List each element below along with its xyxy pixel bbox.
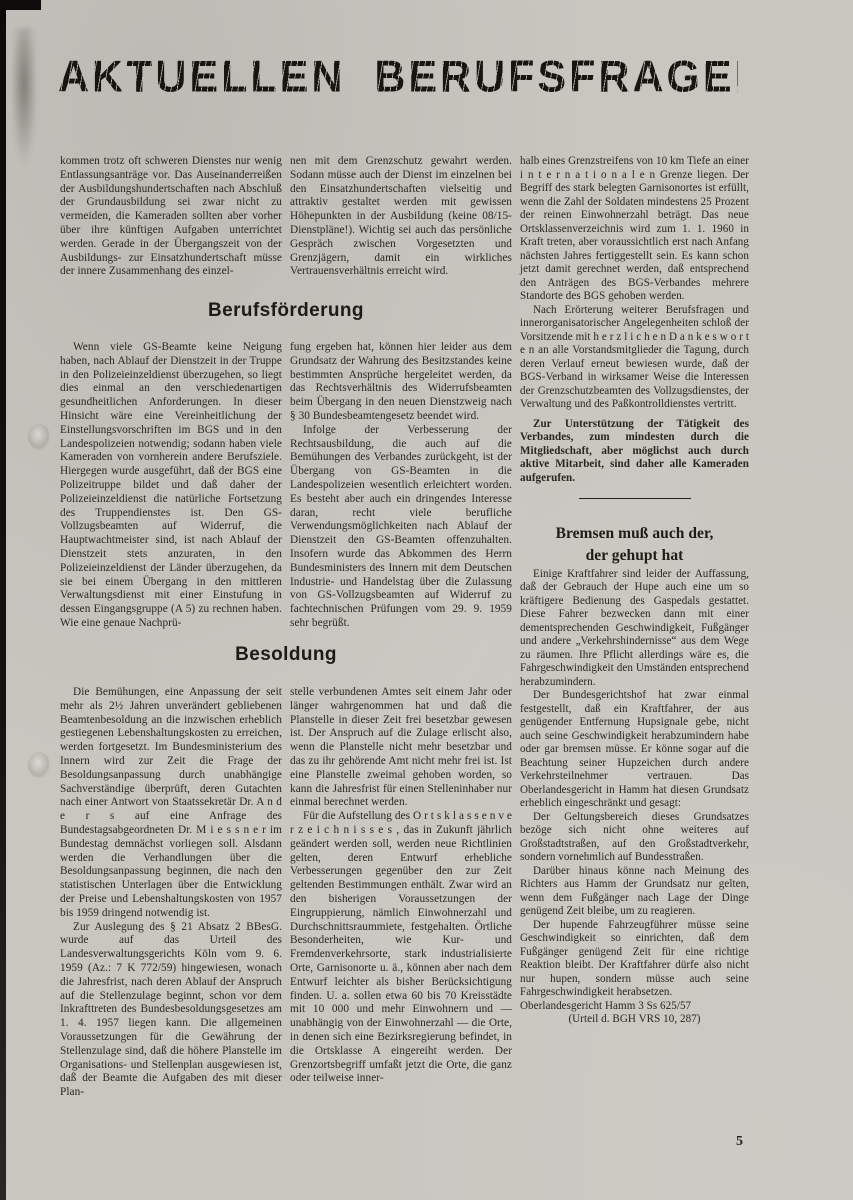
paragraph: nen mit dem Grenzschutz gewahrt werden. Sodann müsse auch der Dienst im einzelnen bei den Einsatzhundertschaften vielseitig und attraktiv gestaltet werden mit gewissen Höhepunkten in der Ausbildung (keine 08/15-Dienstpläne!). Wichtig sei auch das persönliche Gespräch zwischen Vorgesetzten und Grenzjägern, damit ein wirkliches Vertrauensverhältnis erreicht wird. — [290, 155, 512, 278]
paragraph: Wenn viele GS-Beamte keine Neigung haben, nach Ablauf der Dienstzeit in der Truppe in den Polizeieinzeldienst überzugehen, so liegt dies einmal an den verschiedenartigen gesundheitlichen Anforderungen. In dieser Hinsicht wäre eine Vereinheitlichung der Einstellungsvorschriften im BGS und in den Landespolizeien notwendig; sodann haben viele Kameraden von vornherein andere Berufsziele. Hiergegen wurde ausgeführt, daß der BGS eine Polizeitruppe bildet und daß daher der Polizeieinzeldienst die natürliche Fortsetzung des Truppendienstes ist. Den GS-Vollzugsbeamten auf Widerruf, die Hauptwachtmeister sind, ist nach Ablauf der Dienstzeit stets anzuraten, in den Polizeieinzeldienst der Länder überzugehen, da sie bei einem Übergang in den mittleren Verwaltungsdienst mit einer Einstufung in dessen Eingangsgruppe (A 5) zu rechnen haben. Wie eine genaue Nachprü- — [60, 341, 282, 629]
paragraph: Einige Kraftfahrer sind leider der Auffassung, daß der Gebrauch der Hupe auch eine um so kräftigere Bedienung des Gaspedals gestattet. Diese Fahrer bezwecken dann mit einer dementsprechenden Geschwindigkeit, Fußgänger und andere „Verkehrshindernisse“ aus dem Wege zu räumen. Ihre Pflicht allerdings wäre es, die Fahrgeschwindigkeit den Umständen entsprechend herabzumindern. — [520, 567, 749, 688]
paragraph: Für die Aufstellung des O r t s k l a s s e n v e r z e i c h n i s s e s , das in Zukunft jährlich geändert werden soll, werden neue Richtlinien gelten, deren Entwurf erhebliche Verbesserungen gegenüber den zur Zeit geltenden Bestimmungen enthält. Zwar wird an den bisherigen Voraussetzungen der Eingruppierung, nämlich Einwohnerzahl und Durchschnittsraummiete, festgehalten. Örtliche Besonderheiten, wie Kur- und Fremdenverkehrsorte, stark industrialisierte Orte, Garnisonorte u. ä., können aber nach dem Entwurf leichter als bisher Berücksichtigung finden. U. a. sollen etwa 60 bis 70 Kreisstädte mit 10 000 und mehr Einwohnern und — unabhängig von der Einwohnerzahl — die Orte, in denen sich eine Bezirksregierung befindet, in die Ortsklasse A eingereiht werden. Der Grenzortsbegriff umfaßt jetzt die Orte, die ganz oder teilweise inner- — [290, 810, 512, 1085]
column2-besoldung-block — [290, 686, 512, 1086]
column2-berufsfoerderung-block — [290, 341, 512, 631]
column1-berufsfoerderung-block — [60, 341, 282, 631]
page-number: 5 — [736, 1134, 743, 1149]
paragraph: Nach Erörterung weiterer Berufsfragen und innerorganisatorischer Angelegenheiten schloß der Vorsitzende mit h e r z l i c h e n D a n k e s w o r t e n an alle Vorstandsmitglieder die Tagung, durch deren Verlauf erneut bewiesen wurde, daß der BGS-Verband in wirksamer Weise die Interessen der Grenzschutzbeamten des Vollzugsdienstes, der Verwaltung und des Paßkontrolldienstes vertritt. — [520, 303, 749, 410]
paragraph: Infolge der Verbesserung der Rechtsausbildung, die auch auf die Bemühungen des Verbandes zurückgeht, ist der Übergang von GS-Beamten in die Landespolizeien wesentlich erleichtert worden. Es besteht aber auch ein dringendes Interesse daran, recht viele berufliche Verwendungsmöglichkeiten nach Ablauf der Dienstzeit den GS-Beamten offenzuhalten. Insofern wurde das Abkommen des Herrn Bundesministers des Innern mit dem Deutschen Industrie- und Handelstag über die Zulassung von GS-Vollzugsbeamten auf Widerruf zu fachtechnischen Prüfungen vom 29. 9. 1959 sehr begrüßt. — [290, 423, 512, 629]
binder-hole-top — [28, 424, 50, 450]
heading-bremsen — [520, 523, 749, 568]
page-title: AKTUELLEN BERUFSFRAGEN — [58, 52, 769, 102]
scan-top-corner-mark — [0, 0, 41, 10]
paragraph: Zur Auslegung des § 21 Absatz 2 BBesG. wurde auf das Urteil des Landesverwaltungsgerichts Köln vom 9. 6. 1959 (Az.: 7 K 772/59) hingewiesen, wonach die Jahresfrist, nach deren Ablauf der Anspruch auf die Stellenzulage beginnt, schon vor dem Inkrafttreten des Bundesbesoldungsgesetzes am 1. 4. 1957 liegen kann. Die allgemeinen Voraussetzungen für die Gewährung der Stellenzulage sind, daß die höhere Planstelle im Organisations- und Stellenplan ausgewiesen ist, daß der Beamte die Aufgaben des mit dieser Plan- — [60, 920, 282, 1099]
paragraph: halb eines Grenzstreifens von 10 km Tiefe an einer i n t e r n a t i o n a l e n Grenze liegen. Der Begriff des stark belegten Garnisonortes ist erfüllt, wenn die Zahl der Soldaten mindestens 25 Prozent der reinen Einwohnerzahl beträgt. Das neue Ortsklassenverzeichnis wird zum 1. 1. 1960 in Kraft treten, aber voraussichtlich erst nach Anfang nächsten Jahres fertiggestellt sein. Es kann schon jetzt damit gerechnet werden, daß entsprechend den Anträgen des BGS-Verbandes mehrere Standorte des BGS gehoben werden. — [520, 155, 749, 302]
heading-berufsfoerderung: Berufsförderung — [208, 300, 364, 321]
paragraph: Der Bundesgerichtshof hat zwar einmal festgestellt, daß ein Kraftfahrer, der aus genügender Entfernung Hupsignale gebe, nicht auch seine Geschwindigkeit herabzumindern habe oder gar bremsen müsse. Er könne sogar auf die Beachtung seiner Hupzeichen durch andere Verkehrsteilnehmer vertrauen. Das Oberlandesgericht in Hamm hat diesen Grundsatz erheblich eingeschränkt und gesagt: — [520, 689, 749, 810]
column1-continuation-block — [60, 155, 282, 279]
court-reference: (Urteil d. BGH VRS 10, 287) — [568, 1013, 701, 1026]
appeal-paragraph: Zur Unterstützung der Tätigkeit des Verbandes, zum mindesten durch die Mitgliedschaft, aber möglichst auch durch aktive Mitarbeit, sind daher alle Kameraden aufgerufen. — [520, 417, 749, 484]
paragraph: Der hupende Fahrzeugführer müsse seine Geschwindigkeit so einrichten, daß dem Fußgänger genügend Zeit für eine richtige Reaktion bleibt. Der Kraftfahrer dürfe also nicht nur hupen, sondern müsse auch seine Fahrgeschwindigkeit herabsetzen. — [520, 918, 749, 999]
paragraph: Darüber hinaus könne nach Meinung des Richters aus Hamm der Grundsatz nur gelten, wenn dem Fußgänger nach Lage der Dinge genügend Zeit bleibe, um zu reagieren. — [520, 864, 749, 918]
column1-besoldung-block — [60, 686, 282, 1100]
paragraph: Die Bemühungen, eine Anpassung der seit mehr als 2½ Jahren unverändert gebliebenen Beamtenbesoldung an die inzwischen erheblich gestiegenen Lebenshaltungskosten zu erreichen, werden fortgesetzt. Im Bundesministerium des Innern wird zur Zeit die Frage der Besoldungsanpassung durch unabhängige Sachverständige überprüft, deren Gutachten nach einer Antwort von Staatssekretär Dr. A n d e r s auf eine Anfrage des Bundestagsabgeordneten Dr. M i e s s n e r im Bundestag demnächst vorliegen soll. Alsdann werden die Verhandlungen über die Besoldungsanpassung beginnen, die nach den statistischen Unterlagen über die Entwicklung der Preise und Lebenshaltungskosten von 1957 bis 1959 dringend notwendig ist. — [60, 686, 282, 919]
heading-besoldung: Besoldung — [235, 644, 337, 665]
paragraph: kommen trotz oft schweren Dienstes nur wenig Entlassungsanträge vor. Das Auseinanderreißen der Ausbildungshundertschaften nach Abschluß der Grundausbildung sei zwar nicht zu vermeiden, die Kameraden sollten aber vorher über ihre künftigen Aufgaben unterrichtet werden. Gerade in der Übergangszeit von der Ausbildungs- zur Einsatzhundertschaft müsse der innere Zusammenhang des einzel- — [60, 155, 282, 278]
heading-line: der gehupt hat — [585, 547, 684, 565]
column2-continuation-block — [290, 155, 512, 279]
paragraph: Der Geltungsbereich dieses Grundsatzes bezöge sich nicht ohne weiteres auf Großstadtstraßen, auf den Großstadtverkehr, sondern vornehmlich auf Bundesstraßen. — [520, 810, 749, 864]
paragraph: stelle verbundenen Amtes seit einem Jahr oder länger wahrgenommen hat und daß die Planstelle in dieser Zeit frei besetzbar gewesen ist. Der Anspruch auf die Zulage erlischt also, wenn die Planstelle nicht mehr besetzbar und das zu ihr gehörende Amt nicht mehr frei ist. Ist eine Planstelle zweimal gehoben worden, so kann die Jahresfrist für einen Stelleninhaber nur einmal berechnet werden. — [290, 686, 512, 809]
column3-block — [520, 155, 749, 1027]
section-divider — [579, 498, 691, 499]
paragraph: fung ergeben hat, können hier leider aus dem Grundsatz der Wahrung des Besitzstandes keine bestimmten Ansprüche hergeleitet werden, da das Rechtsverhältnis des Widerrufsbeamten beim Übergang in den neuen Dienstzweig nach § 30 Bundesbeamtengesetz beendet wird. — [290, 341, 512, 422]
court-citation: Oberlandesgericht Hamm 3 Ss 625/57 — [520, 999, 692, 1012]
scan-left-edge — [0, 0, 6, 1200]
paper-fold-shadow — [11, 28, 37, 168]
heading-line: Bremsen muß auch der, — [555, 525, 714, 542]
binder-hole-bottom — [28, 752, 50, 778]
